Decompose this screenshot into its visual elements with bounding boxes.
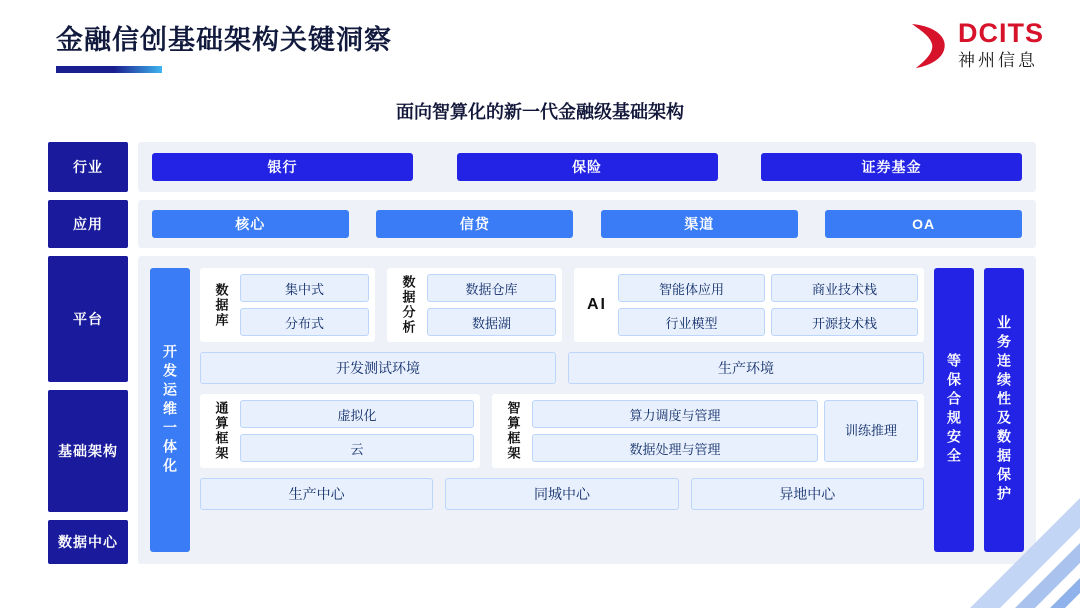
general-compute-cell-virtualization[interactable]: 虚拟化	[240, 400, 474, 428]
datacenter-metro[interactable]: 同城中心	[445, 478, 678, 510]
platform-label-column	[48, 256, 128, 572]
datacenter-label: 数据中心	[48, 520, 128, 564]
application-row	[48, 200, 1036, 248]
analytics-cell-warehouse[interactable]: 数据仓库	[427, 274, 556, 302]
page-title: 金融信创基础架构关键洞察	[56, 25, 392, 55]
industry-row	[48, 142, 1036, 192]
continuity-strip: 业务连续性及数据保护	[984, 268, 1024, 552]
database-group	[200, 268, 375, 342]
company-logo	[906, 20, 1044, 72]
ai-group-title: AI	[587, 296, 607, 313]
smart-compute-cell-data-processing[interactable]: 数据处理与管理	[532, 434, 818, 462]
application-item-core[interactable]: 核心	[152, 210, 349, 238]
general-compute-title: 通算框架	[213, 401, 229, 461]
general-compute-cell-cloud[interactable]: 云	[240, 434, 474, 462]
dcits-swoosh-icon	[906, 20, 952, 72]
platform-core	[200, 268, 924, 552]
datacenter-row	[200, 478, 924, 510]
devops-strip: 开发运维一体化	[150, 268, 190, 552]
environment-production[interactable]: 生产环境	[568, 352, 924, 384]
ai-cell-agent-app[interactable]: 智能体应用	[618, 274, 765, 302]
ai-cell-opensource-stack[interactable]: 开源技术栈	[771, 308, 918, 336]
industry-panel	[138, 142, 1036, 192]
environment-row	[200, 352, 924, 384]
database-cell-distributed[interactable]: 分布式	[240, 308, 369, 336]
general-compute-group	[200, 394, 480, 468]
training-inference-cell[interactable]	[824, 400, 918, 462]
inference-label: 推理	[871, 423, 898, 439]
application-item-credit[interactable]: 信贷	[376, 210, 573, 238]
compliance-strip: 等保合规安全	[934, 268, 974, 552]
database-cell-centralized[interactable]: 集中式	[240, 274, 369, 302]
environment-dev-test[interactable]: 开发测试环境	[200, 352, 556, 384]
analytics-cell-lake[interactable]: 数据湖	[427, 308, 556, 336]
industry-item-bank[interactable]: 银行	[152, 153, 413, 181]
decorative-corner	[850, 458, 1080, 608]
database-group-title: 数据库	[213, 282, 229, 328]
ai-cell-industry-model[interactable]: 行业模型	[618, 308, 765, 336]
analytics-group	[387, 268, 562, 342]
industry-item-securities[interactable]: 证券基金	[761, 153, 1022, 181]
smart-compute-title: 智算框架	[505, 401, 521, 461]
diagram-subtitle: 面向智算化的新一代金融级基础架构	[396, 102, 684, 122]
smart-compute-group	[492, 394, 924, 468]
industry-item-insurance[interactable]: 保险	[457, 153, 718, 181]
page-header	[56, 18, 392, 73]
platform-label: 平台	[48, 256, 128, 382]
ai-group	[574, 268, 924, 342]
title-underline	[56, 66, 162, 73]
analytics-group-title: 数据分析	[400, 275, 416, 335]
compute-tier	[200, 394, 924, 468]
logo-text-cn: 神州信息	[958, 51, 1038, 70]
datacenter-remote[interactable]: 异地中心	[691, 478, 924, 510]
application-panel	[138, 200, 1036, 248]
smart-compute-cell-scheduling[interactable]: 算力调度与管理	[532, 400, 818, 428]
capability-tier	[200, 268, 924, 342]
ai-cell-commercial-stack[interactable]: 商业技术栈	[771, 274, 918, 302]
industry-label: 行业	[48, 142, 128, 192]
infrastructure-label: 基础架构	[48, 390, 128, 512]
training-label: 训练	[844, 423, 871, 439]
application-item-channel[interactable]: 渠道	[601, 210, 798, 238]
application-label: 应用	[48, 200, 128, 248]
datacenter-production[interactable]: 生产中心	[200, 478, 433, 510]
logo-text-en: DCITS	[958, 18, 1044, 48]
application-item-oa[interactable]: OA	[825, 210, 1022, 238]
